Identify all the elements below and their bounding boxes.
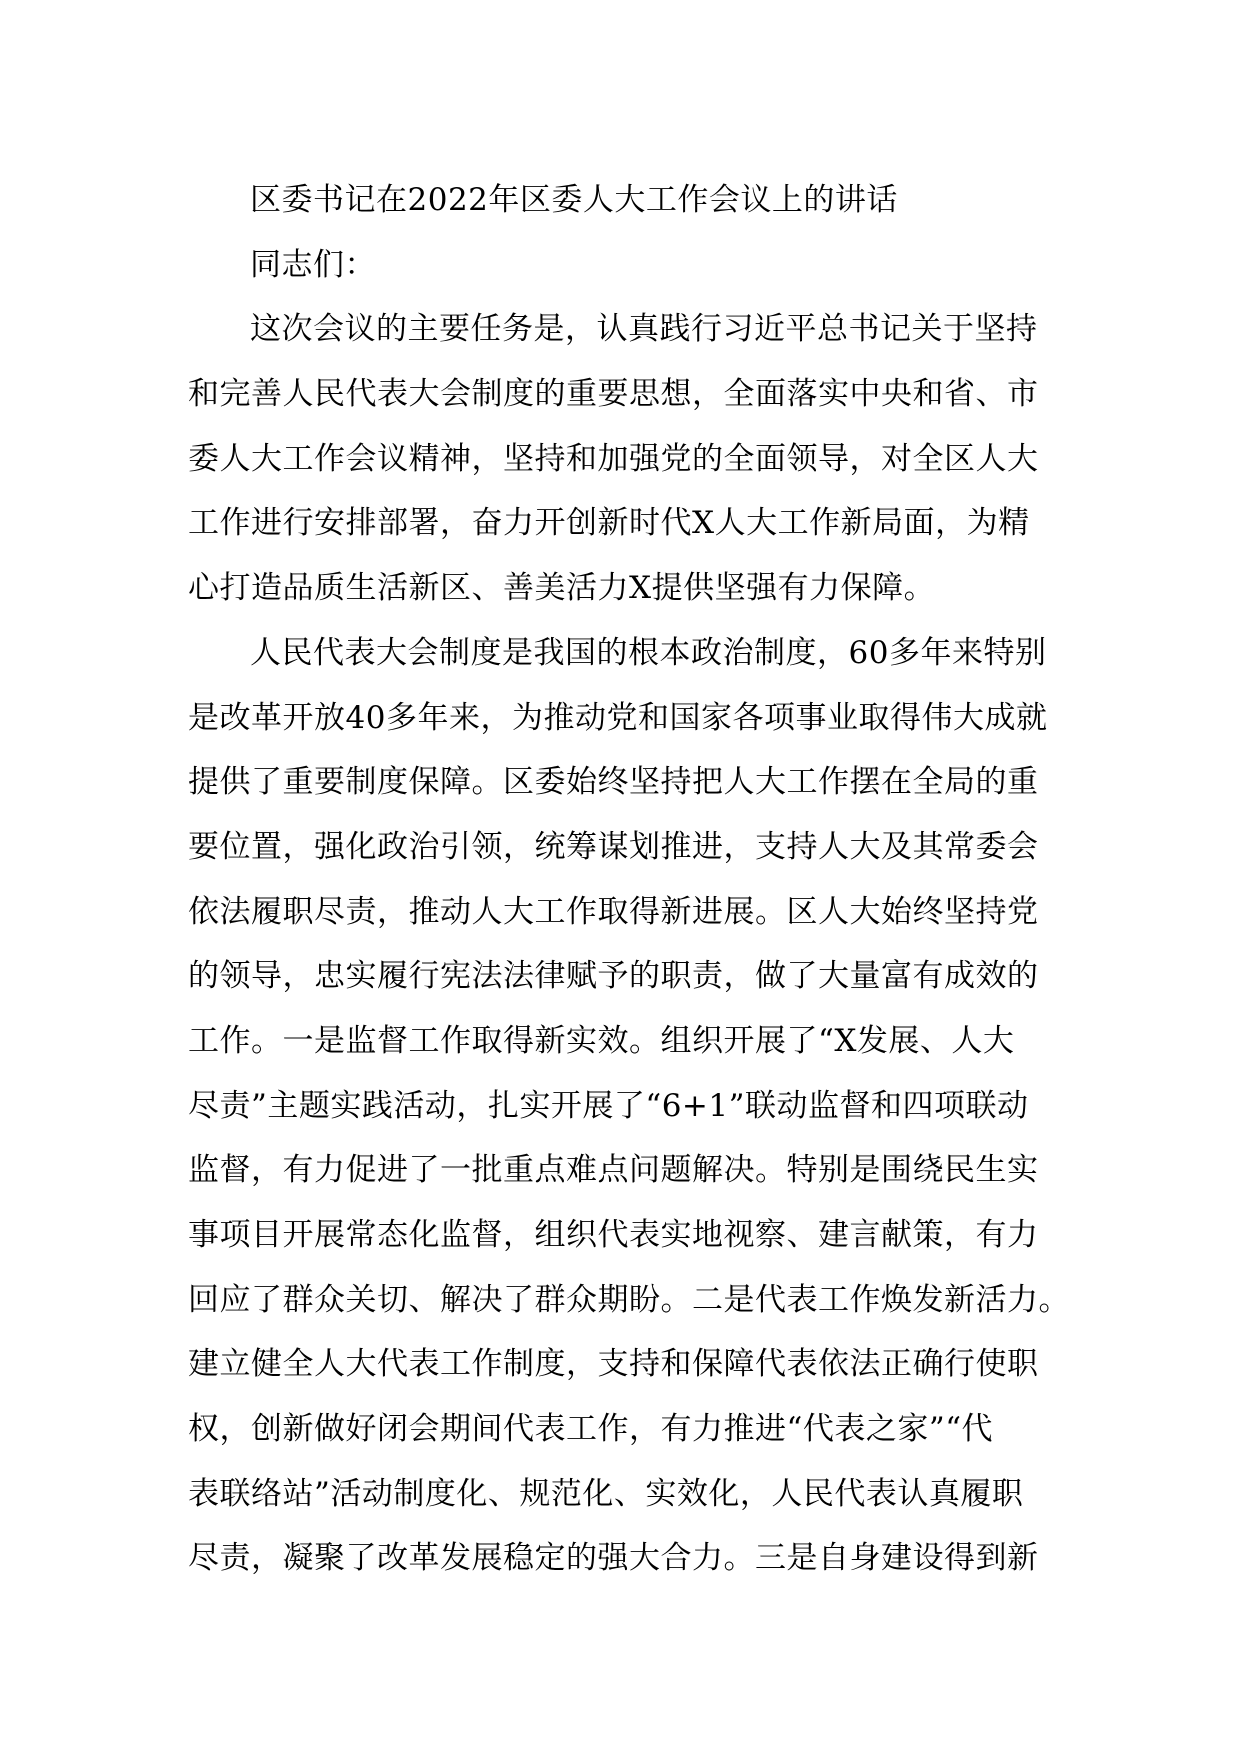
paragraph-1-line-1: 这次会议的主要任务是，认真践行习近平总书记关于坚持: [250, 311, 1038, 348]
paragraph-2-line-10: 事项目开展常态化监督，组织代表实地视察、建言献策，有力: [188, 1217, 1039, 1253]
paragraph-2-line-4: 要位置，强化政治引领，统筹谋划推进，支持人大及其常委会: [188, 828, 1039, 865]
paragraph-2-line-8: 尽责”主题实践活动，扎实开展了“6+1”联动监督和四项联动: [188, 1087, 1029, 1124]
paragraph-2-line-15: 尽责，凝聚了改革发展稳定的强大合力。三是自身建设得到新: [188, 1540, 1039, 1577]
paragraph-2-line-5: 依法履职尽责，推动人大工作取得新进展。区人大始终坚持党: [188, 893, 1039, 930]
paragraph-2-line-7: 工作。一是监督工作取得新实效。组织开展了“X发展、人大: [188, 1022, 1015, 1059]
paragraph-1-line-2: 和完善人民代表大会制度的重要思想，全面落实中央和省、市: [188, 376, 1039, 413]
paragraph-2-line-13: 权，创新做好闭会期间代表工作，有力推进“代表之家”“代: [188, 1411, 994, 1448]
paragraph-2-line-2: 是改革开放40多年来，为推动党和国家各项事业取得伟大成就: [188, 699, 1048, 736]
paragraph-2-line-14: 表联络站”活动制度化、规范化、实效化，人民代表认真履职: [188, 1475, 1024, 1512]
paragraph-1-line-4: 工作进行安排部署，奋力开创新时代X人大工作新局面，为精: [188, 505, 1030, 542]
document-body: [188, 168, 1070, 1591]
paragraph-2-line-11: 回应了群众关切、解决了群众期盼。二是代表工作焕发新活力。: [188, 1281, 1070, 1318]
paragraph-2-line-9: 监督，有力促进了一批重点难点问题解决。特别是围绕民生实: [188, 1152, 1039, 1189]
document-title: 区委书记在2022年区委人大工作会议上的讲话: [250, 182, 898, 218]
paragraph-1-line-5: 心打造品质生活新区、善美活力X提供坚强有力保障。: [188, 570, 936, 607]
salutation: 同志们：: [250, 246, 376, 283]
paragraph-2-line-3: 提供了重要制度保障。区委始终坚持把人大工作摆在全局的重: [188, 764, 1039, 801]
paragraph-2-line-6: 的领导，忠实履行宪法法律赋予的职责，做了大量富有成效的: [188, 958, 1039, 995]
paragraph-2-line-1: 人民代表大会制度是我国的根本政治制度，60多年来特别: [250, 634, 1047, 671]
paragraph-1-line-3: 委人大工作会议精神，坚持和加强党的全面领导，对全区人大: [188, 440, 1039, 477]
paragraph-2-line-12: 建立健全人大代表工作制度，支持和保障代表依法正确行使职: [188, 1346, 1039, 1383]
